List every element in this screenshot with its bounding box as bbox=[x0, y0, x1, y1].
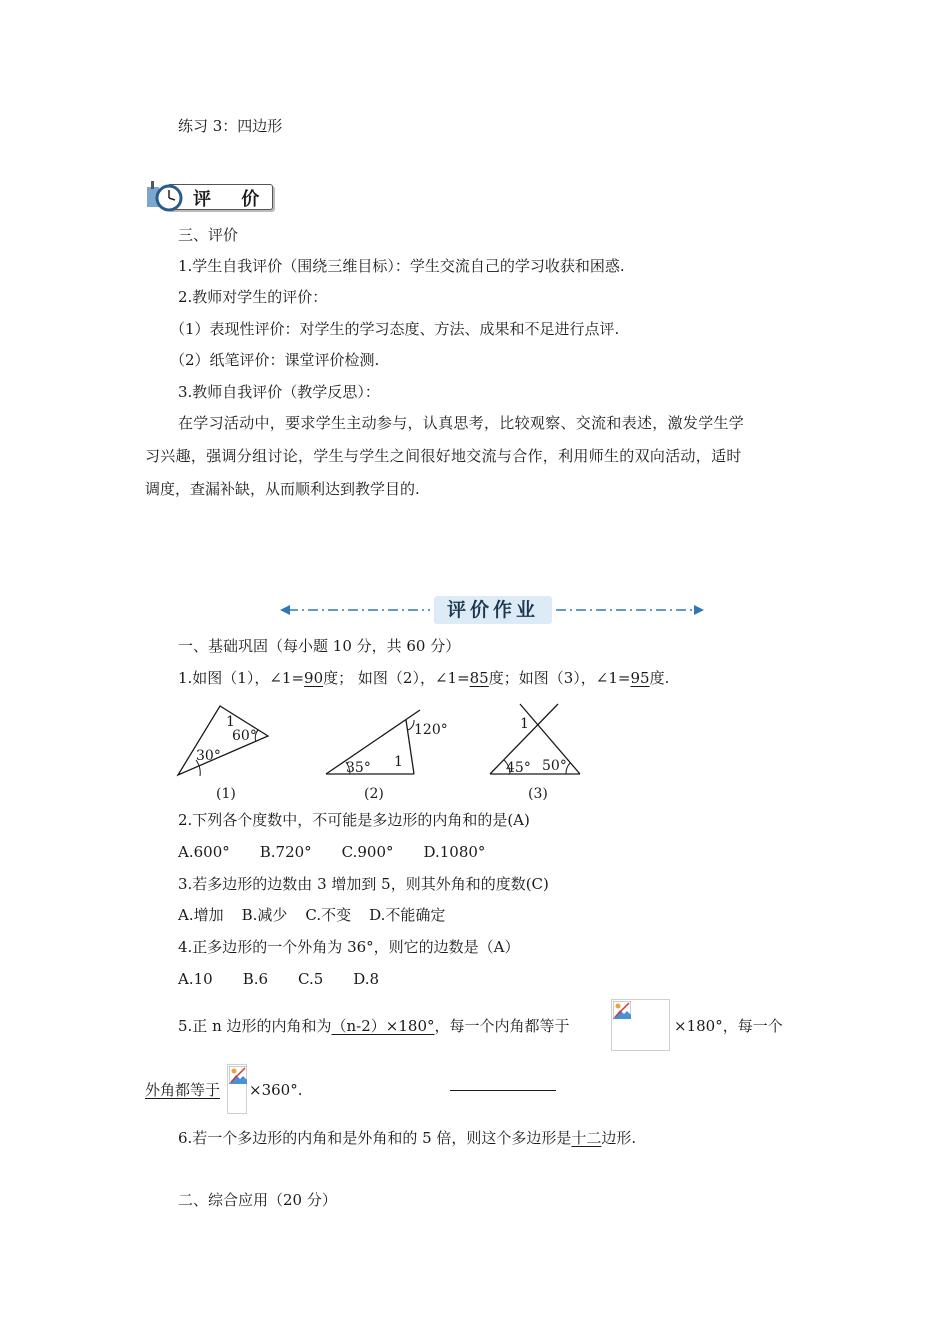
question-2-options bbox=[178, 842, 485, 862]
q2-option-c: C.900° bbox=[341, 843, 394, 861]
question-2: 2.下列各个度数中，不可能是多边形的内角和的是(A) bbox=[178, 811, 530, 829]
q5-text-c: ×180°，每一个 bbox=[674, 1017, 783, 1035]
q5-fraction-image-2 bbox=[227, 1064, 247, 1114]
q5-text-b: ，每一个内角都等于 bbox=[434, 1017, 570, 1035]
section-3-title: 三、评价 bbox=[178, 226, 239, 244]
question-3: 3.若多边形的边数由 3 增加到 5，则其外角和的度数(C) bbox=[178, 875, 549, 893]
part-2-title: 二、综合应用（20 分） bbox=[178, 1191, 337, 1209]
question-5-line-2 bbox=[145, 1080, 220, 1100]
question-5-line-1 bbox=[178, 1016, 570, 1036]
figure-3-label-2: 45° bbox=[506, 760, 531, 776]
question-3-options bbox=[178, 905, 445, 925]
q5-fraction-image-1 bbox=[611, 999, 670, 1051]
q1-text-c: 度；如图（3），∠1= bbox=[488, 669, 631, 687]
figure-2-label-1: 120° bbox=[414, 722, 448, 738]
homework-banner bbox=[280, 596, 704, 624]
q3-option-a: A.增加 bbox=[178, 906, 224, 924]
figure-2-label-3: 1 bbox=[394, 754, 403, 770]
section-3-item-2-1: （1）表现性评价：对学生的学习态度、方法、成果和不足进行点评. bbox=[170, 320, 620, 338]
q4-option-b: B.6 bbox=[242, 970, 269, 988]
question-4: 4.正多边形的一个外角为 36°，则它的边数是（A） bbox=[178, 938, 520, 956]
q1-answer-3: 95 bbox=[630, 669, 650, 687]
triangle-figures bbox=[170, 700, 610, 810]
section-3-item-1: 1.学生自我评价（围绕三维目标）：学生交流自己的学习收获和困惑. bbox=[178, 257, 625, 275]
figure-3 bbox=[490, 704, 580, 802]
q3-option-d: D.不能确定 bbox=[369, 906, 446, 924]
tag-label: 评 价 bbox=[193, 189, 272, 210]
figure-2-caption: (2) bbox=[364, 786, 384, 802]
q5-answer-1: （n-2）×180° bbox=[331, 1017, 435, 1035]
q5-text-a: 5.正 n 边形的内角和为 bbox=[178, 1017, 332, 1035]
figure-1-label-1: 1 bbox=[226, 714, 235, 730]
reflection-line-3: 调度，查漏补缺，从而顺利达到教学目的. bbox=[145, 480, 420, 498]
broken-image-icon bbox=[613, 1001, 631, 1019]
clock-icon bbox=[145, 181, 185, 213]
q3-option-b: B.减少 bbox=[241, 906, 288, 924]
section-3-item-2: 2.教师对学生的评价： bbox=[178, 288, 328, 306]
evaluation-section-tag bbox=[145, 181, 275, 211]
q4-option-d: D.8 bbox=[353, 970, 380, 988]
q3-option-c: C.不变 bbox=[305, 906, 352, 924]
q1-answer-1: 90 bbox=[304, 669, 324, 687]
exercise-3-line: 练习 3：四边形 bbox=[178, 117, 283, 135]
reflection-line-2: 习兴趣，强调分组讨论，学生与学生之间很好地交流与合作，利用师生的双向活动，适时 bbox=[145, 447, 742, 465]
q2-option-a: A.600° bbox=[178, 843, 230, 861]
q2-option-b: B.720° bbox=[259, 843, 312, 861]
figure-1-label-2: 60° bbox=[232, 728, 257, 744]
q4-option-a: A.10 bbox=[178, 970, 213, 988]
q6-answer: 十二 bbox=[571, 1129, 602, 1147]
q5-text-d: 外角都等于 bbox=[145, 1081, 221, 1099]
q6-text-b: 边形. bbox=[601, 1129, 637, 1147]
figure-3-caption: (3) bbox=[528, 786, 548, 802]
q1-text-b: 度； 如图（2），∠1= bbox=[323, 669, 470, 687]
q2-option-d: D.1080° bbox=[423, 843, 486, 861]
reflection-line-1: 在学习活动中，要求学生主动参与，认真思考，比较观察、交流和表述，激发学生学 bbox=[178, 414, 745, 432]
q1-text-d: 度. bbox=[649, 669, 670, 687]
figure-1-label-3: 30° bbox=[196, 748, 221, 764]
q1-text-a: 1.如图（1），∠1= bbox=[178, 669, 305, 687]
broken-image-icon bbox=[229, 1066, 247, 1084]
question-1 bbox=[178, 668, 669, 688]
figure-2-label-2: 35° bbox=[346, 760, 371, 776]
figure-3-label-3: 50° bbox=[542, 758, 567, 774]
section-3-item-2-2: （2）纸笔评价：课堂评价检测. bbox=[170, 351, 380, 369]
figure-3-label-1: 1 bbox=[520, 716, 529, 732]
section-3-item-3: 3.教师自我评价（教学反思）： bbox=[178, 383, 380, 401]
banner-title: 评价作业 bbox=[434, 596, 552, 624]
figure-1-caption: (1) bbox=[216, 786, 236, 802]
part-1-title: 一、基础巩固（每小题 10 分，共 60 分） bbox=[178, 637, 461, 655]
q6-text-a: 6.若一个多边形的内角和是外角和的 5 倍，则这个多边形是 bbox=[178, 1129, 572, 1147]
q5-text-e: ×360°. bbox=[249, 1081, 303, 1099]
figure-1 bbox=[178, 706, 268, 802]
figure-2 bbox=[326, 710, 448, 802]
q4-option-c: C.5 bbox=[298, 970, 324, 988]
question-4-options bbox=[178, 969, 379, 989]
question-6 bbox=[178, 1128, 636, 1148]
q5-answer-blank bbox=[450, 1090, 556, 1091]
q1-answer-2: 85 bbox=[469, 669, 489, 687]
